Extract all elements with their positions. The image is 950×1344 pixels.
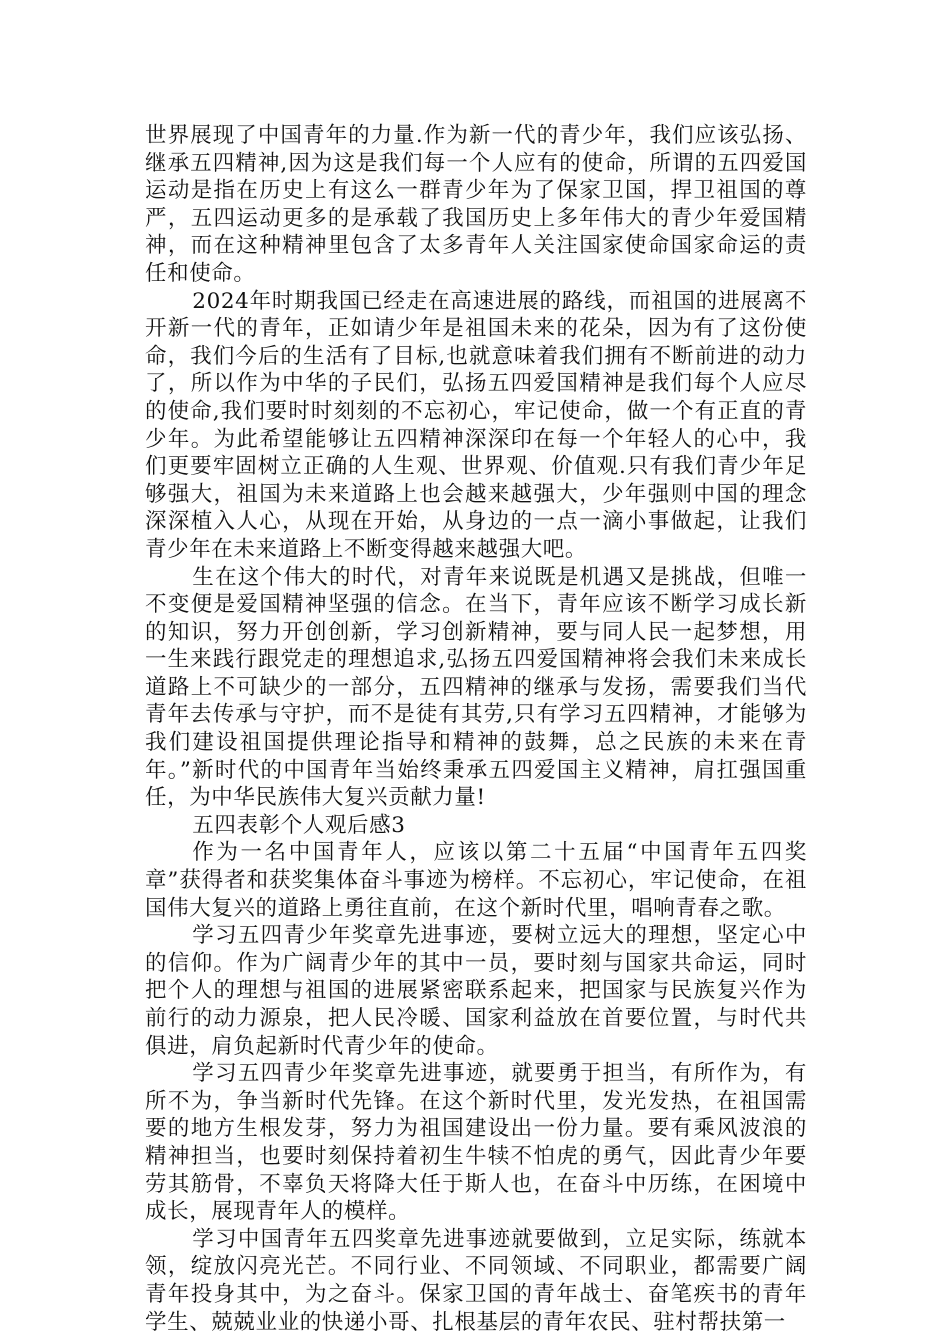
paragraph-2: 2024年时期我国已经走在高速进展的路线，而祖国的进展离不开新一代的青年，正如请少年是祖国未来的花朵，因为有了这份使命，我们今后的生活有了目标,也就意味着我们拥有不断前进的动力了，所以作为中华的子民们，弘扬五四爱国精神是我们每个人应尽的使命,我们要时时刻刻的不忘初心，牢记使命，做一个有正直的青少年。为此希望能够让五四精神深深印在每一个年轻人的心中，我们更要牢固树立正确的人生观、世界观、价值观.只有我们青少年足够强大，祖国为未来道路上也会越来越强大，少年强则中国的理念深深植入人心，从现在开始，从身边的一点一滴小事做起，让我们青少年在未来道路上不断变得越来越强大吧。 <box>145 288 807 562</box>
paragraph-1: 世界展现了中国青年的力量.作为新一代的青少年，我们应该弘扬、继承五四精神,因为这是我们每一个人应有的使命，所谓的五四爱国运动是指在历史上有这么一群青少年为了保家卫国，捍卫祖国的尊严，五四运动更多的是承载了我国历史上多年伟大的青少年爱国精神，而在这种精神里包含了太多青年人关注国家使命国家命运的责任和使命。 <box>145 123 807 286</box>
paragraph-5: 学习五四青少年奖章先进事迹，要树立远大的理想，坚定心中的信仰。作为广阔青少年的其中一员，要时刻与国家共命运，同时把个人的理想与祖国的进展紧密联系起来，把国家与民族复兴作为前行的动力源泉，把人民冷暖、国家利益放在首要位置，与时代共俱进，肩负起新时代青少年的使命。 <box>145 923 807 1059</box>
paragraph-7: 学习中国青年五四奖章先进事迹就要做到，立足实际，练就本领，绽放闪亮光芒。不同行业、不同领域、不同职业，都需要广阔青年投身其中，为之奋斗。保家卫国的青年战士、奋笔疾书的青年学生、兢兢业业的快递小哥、扎根基层的青年农民、驻村帮扶第一 <box>145 1226 807 1335</box>
paragraph-3: 生在这个伟大的时代，对青年来说既是机遇又是挑战，但唯一不变便是爱国精神坚强的信念。在当下，青年应该不断学习成长新的知识，努力开创创新，学习创新精神，要与同人民一起梦想，用一生来践行跟党走的理想追求,弘扬五四爱国精神将会我们未来成长道路上不可缺少的一部分，五四精神的继承与发扬，需要我们当代青年去传承与守护，而不是徒有其劳,只有学习五四精神，才能够为我们建设祖国提供理论指导和精神的鼓舞，总之民族的未来在青年。”新时代的中国青年当始终秉承五四爱国主义精神，肩扛强国重任，为中华民族伟大复兴贡献力量! <box>145 564 807 811</box>
section-heading: 五四表彰个人观后感3 <box>192 812 406 838</box>
document-body <box>145 122 807 1336</box>
paragraph-4: 作为一名中国青年人，应该以第二十五届“中国青年五四奖章”获得者和获奖集体奋斗事迹为榜样。不忘初心，牢记使命，在祖国伟大复兴的道路上勇往直前，在这个新时代里，唱响青春之歌。 <box>145 840 807 921</box>
paragraph-6: 学习五四青少年奖章先进事迹，就要勇于担当，有所作为，有所不为，争当新时代先锋。在这个新时代里，发光发热，在祖国需要的地方生根发芽，努力为祖国建设出一份力量。要有乘风波浪的精神担当，也要时刻保持着初生牛犊不怕虎的勇气，因此青少年要劳其筋骨，不辜负天将降大任于斯人也，在奋斗中历练，在困境中成长，展现青年人的模样。 <box>145 1061 807 1225</box>
